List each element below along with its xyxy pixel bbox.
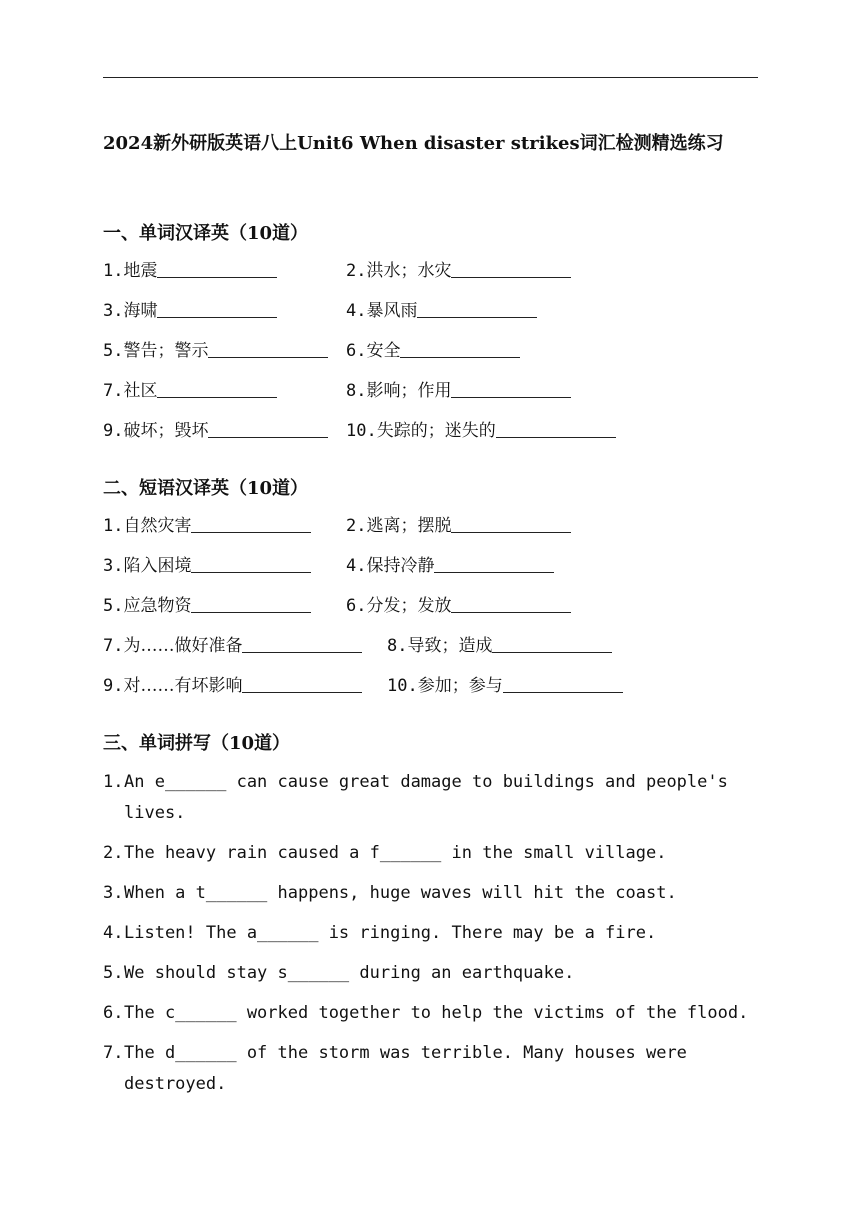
section1-item: 5.警告；警示 xyxy=(103,339,328,363)
spelling-item: 2. The heavy rain caused a f______ in the small village. xyxy=(103,843,667,863)
answer-blank xyxy=(157,299,277,318)
answer-blank xyxy=(242,674,362,693)
answer-blank xyxy=(191,514,311,533)
section1-item: 2.洪水；水灾 xyxy=(346,259,571,283)
answer-blank xyxy=(242,634,362,653)
answer-blank xyxy=(496,419,616,438)
answer-blank xyxy=(157,259,277,278)
section1-item: 9.破坏；毁坏 xyxy=(103,419,328,443)
section1-item: 6.安全 xyxy=(346,339,520,363)
spelling-item: 6. The c______ worked together to help the victims of the flood. xyxy=(103,1003,749,1023)
spelling-item: 5. We should stay s______ during an earthquake. xyxy=(103,963,575,983)
answer-blank xyxy=(492,634,612,653)
section2-item: 4.保持冷静 xyxy=(346,554,554,578)
answer-blank xyxy=(451,514,571,533)
section2-item: 10.参加；参与 xyxy=(387,674,623,698)
section1-item: 4.暴风雨 xyxy=(346,299,537,323)
section2-item: 2.逃离；摆脱 xyxy=(346,514,571,538)
section2-item: 7.为……做好准备 xyxy=(103,634,362,658)
answer-blank xyxy=(208,419,328,438)
section2-item: 6.分发；发放 xyxy=(346,594,571,618)
spelling-item: 7. The d______ of the storm was terrible. Many houses were destroyed. xyxy=(103,1043,687,1094)
section2-heading: 二、短语汉译英（10道） xyxy=(103,478,309,499)
section2-item: 3.陷入困境 xyxy=(103,554,311,578)
answer-blank xyxy=(451,594,571,613)
answer-blank xyxy=(451,259,571,278)
answer-blank xyxy=(451,379,571,398)
section1-item: 8.影响；作用 xyxy=(346,379,571,403)
answer-blank xyxy=(208,339,328,358)
section1-item: 7.社区 xyxy=(103,379,277,403)
header-rule xyxy=(103,77,758,78)
answer-blank xyxy=(191,594,311,613)
spelling-item: 1. An e______ can cause great damage to buildings and people's lives. xyxy=(103,772,728,823)
section1-item: 3.海啸 xyxy=(103,299,277,323)
spelling-item: 4. Listen! The a______ is ringing. There may be a fire. xyxy=(103,923,657,943)
answer-blank xyxy=(434,554,554,573)
section1-item: 1.地震 xyxy=(103,259,277,283)
section1-item: 10.失踪的；迷失的 xyxy=(346,419,616,443)
answer-blank xyxy=(417,299,537,318)
answer-blank xyxy=(503,674,623,693)
answer-blank xyxy=(157,379,277,398)
section2-item: 1.自然灾害 xyxy=(103,514,311,538)
spelling-item: 3. When a t______ happens, huge waves will hit the coast. xyxy=(103,883,677,903)
document-title: 2024新外研版英语八上Unit6 When disaster strikes词汇检测精选练习 xyxy=(103,133,724,154)
section2-item: 5.应急物资 xyxy=(103,594,311,618)
section2-item: 9.对……有坏影响 xyxy=(103,674,362,698)
answer-blank xyxy=(400,339,520,358)
section3-heading: 三、单词拼写（10道） xyxy=(103,733,291,754)
answer-blank xyxy=(191,554,311,573)
section1-heading: 一、单词汉译英（10道） xyxy=(103,223,309,244)
section2-item: 8.导致；造成 xyxy=(387,634,612,658)
